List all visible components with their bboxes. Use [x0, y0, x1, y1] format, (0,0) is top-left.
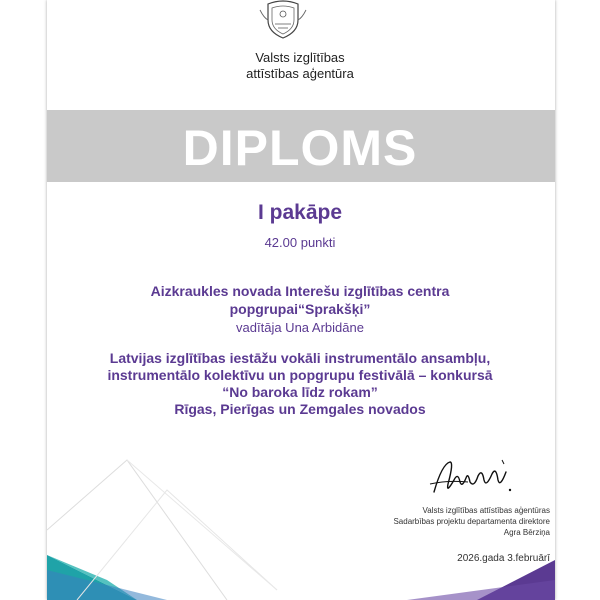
- coat-of-arms-icon: [258, 0, 308, 40]
- signer-block: [393, 505, 550, 538]
- recipient-name: [0, 282, 600, 318]
- event-line4: Rīgas, Pierīgas un Zemgales novados: [174, 401, 426, 417]
- award-points: 42.00 punkti: [264, 235, 336, 250]
- agency-line2: attīstības aģentūra: [246, 66, 354, 81]
- issue-date: 2026.gada 3.februārī: [457, 553, 550, 564]
- handwritten-signature: [428, 454, 518, 500]
- agency-name: [0, 50, 600, 82]
- recipient-line2: popgrupai“Sprakšķi”: [229, 301, 371, 317]
- award-level: I pakāpe: [257, 201, 343, 224]
- event-description: [0, 350, 600, 418]
- signer-name: Agra Bērziņa: [503, 528, 550, 537]
- event-line2: instrumentālo kolektīvu un popgrupu festivālā – konkursā: [107, 367, 493, 383]
- event-line3: “No baroka līdz rokam”: [222, 384, 378, 400]
- signer-position: Sadarbības projektu departamenta direktore: [393, 517, 550, 526]
- diploma-title: DIPLOMS: [182, 120, 418, 176]
- signer-org: Valsts izglītības attīstības aģentūras: [422, 506, 550, 515]
- recipient-line1: Aizkraukles novada Interešu izglītības centra: [150, 283, 450, 299]
- recipient-leader: vadītāja Una Arbidāne: [236, 320, 364, 335]
- agency-line1: Valsts izglītības: [255, 50, 345, 65]
- event-line1: Latvijas izglītības iestāžu vokāli instrumentālo ansambļu,: [109, 350, 491, 366]
